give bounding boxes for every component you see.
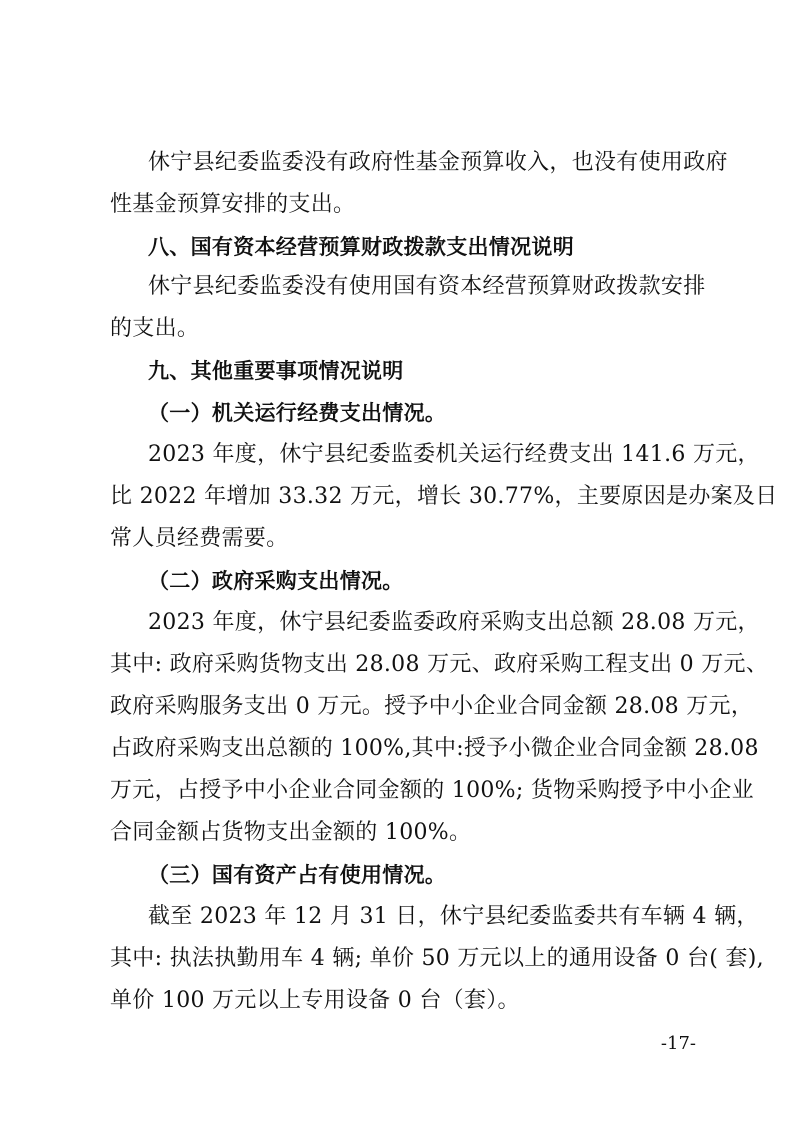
section-heading-9: 九、其他重要事项情况说明	[148, 359, 404, 383]
page-number: -17-	[660, 1033, 696, 1054]
paragraph-line-8: 2023 年度，休宁县纪委监委机关运行经费支出 141.6 万元，	[148, 442, 760, 467]
paragraph-line-15: 占政府采购支出总额的 100%,其中:授予小微企业合同金额 28.08	[110, 736, 759, 761]
subheading-1: （一）机关运行经费支出情况。	[148, 401, 447, 425]
paragraph-line-14: 政府采购服务支出 0 万元。授予中小企业合同金额 28.08 万元，	[110, 694, 754, 719]
paragraph-line-16: 万元，占授予中小企业合同金额的 100%; 货物采购授予中小企业	[110, 778, 754, 803]
paragraph-line-10: 常人员经费需要。	[110, 526, 289, 551]
section-heading-8: 八、国有资本经营预算财政拨款支出情况说明	[148, 235, 574, 259]
paragraph-line-4: 休宁县纪委监委没有使用国有资本经营预算财政拨款安排	[148, 274, 706, 299]
paragraph-line-13: 其中: 政府采购货物支出 28.08 万元、政府采购工程支出 0 万元、	[110, 652, 769, 677]
paragraph-line-19: 截至 2023 年 12 月 31 日，休宁县纪委监委共有车辆 4 辆，	[148, 904, 759, 929]
subheading-2: （二）政府采购支出情况。	[148, 569, 404, 593]
paragraph-line-17: 合同金额占货物支出金额的 100%。	[110, 820, 472, 845]
paragraph-line-1: 休宁县纪委监委没有政府性基金预算收入，也没有使用政府	[148, 150, 728, 175]
paragraph-line-12: 2023 年度，休宁县纪委监委政府采购支出总额 28.08 万元，	[148, 610, 760, 635]
paragraph-line-21: 单价 100 万元以上专用设备 0 台（套）。	[110, 988, 520, 1013]
paragraph-line-9: 比 2022 年增加 33.32 万元，增长 30.77%，主要原因是办案及日	[110, 484, 778, 509]
paragraph-line-5: 的支出。	[110, 316, 200, 341]
paragraph-line-2: 性基金预算安排的支出。	[110, 192, 356, 217]
paragraph-line-20: 其中: 执法执勤用车 4 辆; 单价 50 万元以上的通用设备 0 台( 套),	[110, 946, 764, 971]
subheading-3: （三）国有资产占有使用情况。	[148, 863, 447, 887]
